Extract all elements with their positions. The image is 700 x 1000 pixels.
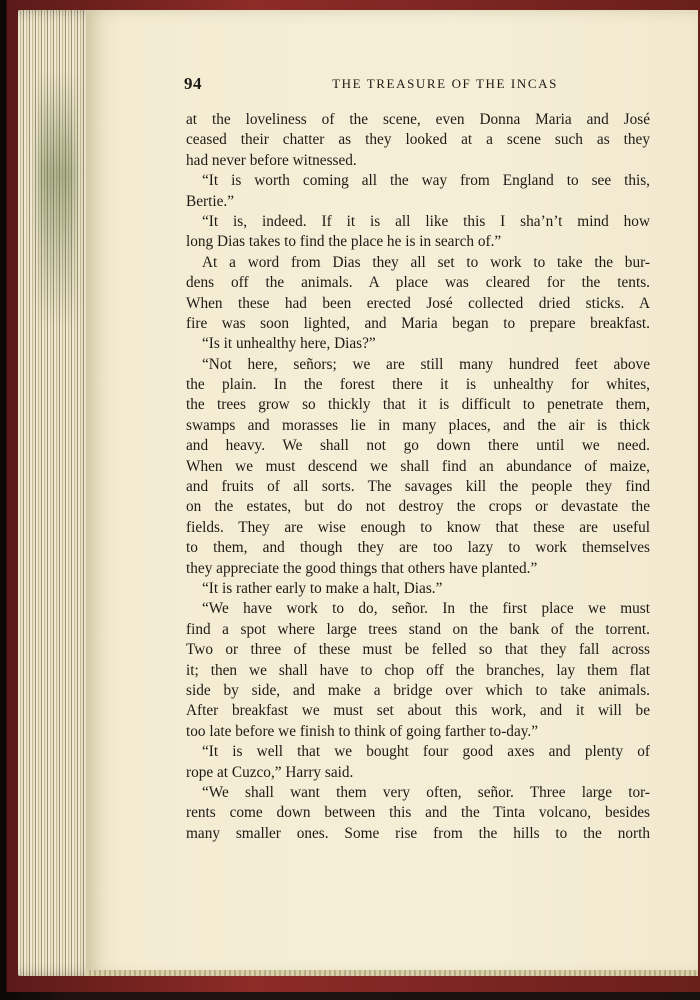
text-line: Bertie.” <box>186 192 234 210</box>
text-line: When we must descend we shall find an abundance of maize, <box>186 457 650 475</box>
text-line: side by side, and make a bridge over which to take animals. <box>186 681 650 699</box>
text-line: and fruits of all sorts. The savages kill the people they find <box>186 478 650 496</box>
text-line: After breakfast we must set about this work, and it will be <box>186 702 650 720</box>
text-line: dens off the animals. A place was cleared for the tents. <box>186 274 650 292</box>
page-bottom-edges <box>86 970 698 976</box>
text-line: Two or three of these must be felled so that they fall across <box>186 641 650 659</box>
page-header <box>184 74 650 96</box>
text-line: “It is, indeed. If it is all like this I sha’n’t mind how <box>202 212 650 230</box>
text-line: “It is well that we bought four good axes and plenty of <box>202 743 650 761</box>
text-line: “Not here, señors; we are still many hundred feet above <box>202 355 650 373</box>
text-line: long Dias takes to find the place he is in search of.” <box>186 233 502 251</box>
text-line: to them, and though they are too lazy to work themselves <box>186 539 650 557</box>
text-line: too late before we finish to think of going farther to-day.” <box>186 722 538 740</box>
running-head: THE TREASURE OF THE INCAS <box>332 76 558 91</box>
text-line: “It is rather early to make a halt, Dias.” <box>202 579 443 597</box>
body-text <box>186 110 650 844</box>
text-line: at the loveliness of the scene, even Donna Maria and José <box>186 111 650 128</box>
text-line: it; then we shall have to chop off the branches, lay them flat <box>186 661 650 679</box>
text-line: had never before witnessed. <box>186 151 357 169</box>
text-line: swamps and morasses lie in many places, and the air is thick <box>186 416 650 434</box>
text-line: rope at Cuzco,” Harry said. <box>186 763 354 781</box>
text-line: “Is it unhealthy here, Dias?” <box>202 335 376 353</box>
page-stain <box>38 70 76 330</box>
text-line: When these had been erected José collected dried sticks. A <box>186 294 650 312</box>
text-line: At a word from Dias they all set to work to take the bur- <box>202 253 650 271</box>
text-line: “We shall want them very often, señor. Three large tor- <box>202 783 650 801</box>
page-number: 94 <box>184 74 202 93</box>
text-line: fire was soon lighted, and Maria began to prepare breakfast. <box>186 314 650 332</box>
text-line: and heavy. We shall not go down there until we need. <box>186 437 650 455</box>
text-line: “It is worth coming all the way from England to see this, <box>202 172 650 190</box>
text-line: they appreciate the good things that others have planted.” <box>186 559 538 577</box>
text-line: the plain. In the forest there it is unhealthy for whites, <box>186 376 650 394</box>
text-line: ceased their chatter as they looked at a scene such as they <box>186 131 650 149</box>
text-line: many smaller ones. Some rise from the hills to the north <box>186 824 650 842</box>
text-line: “We have work to do, señor. In the first place we must <box>202 600 650 618</box>
text-line: rents come down between this and the Tinta volcano, besides <box>186 804 650 822</box>
text-line: on the estates, but do not destroy the crops or devastate the <box>186 498 650 516</box>
text-line: fields. They are wise enough to know that these are useful <box>186 518 650 536</box>
text-line: find a spot where large trees stand on the bank of the torrent. <box>186 620 650 638</box>
text-line: the trees grow so thickly that it is difficult to penetrate them, <box>186 396 650 414</box>
